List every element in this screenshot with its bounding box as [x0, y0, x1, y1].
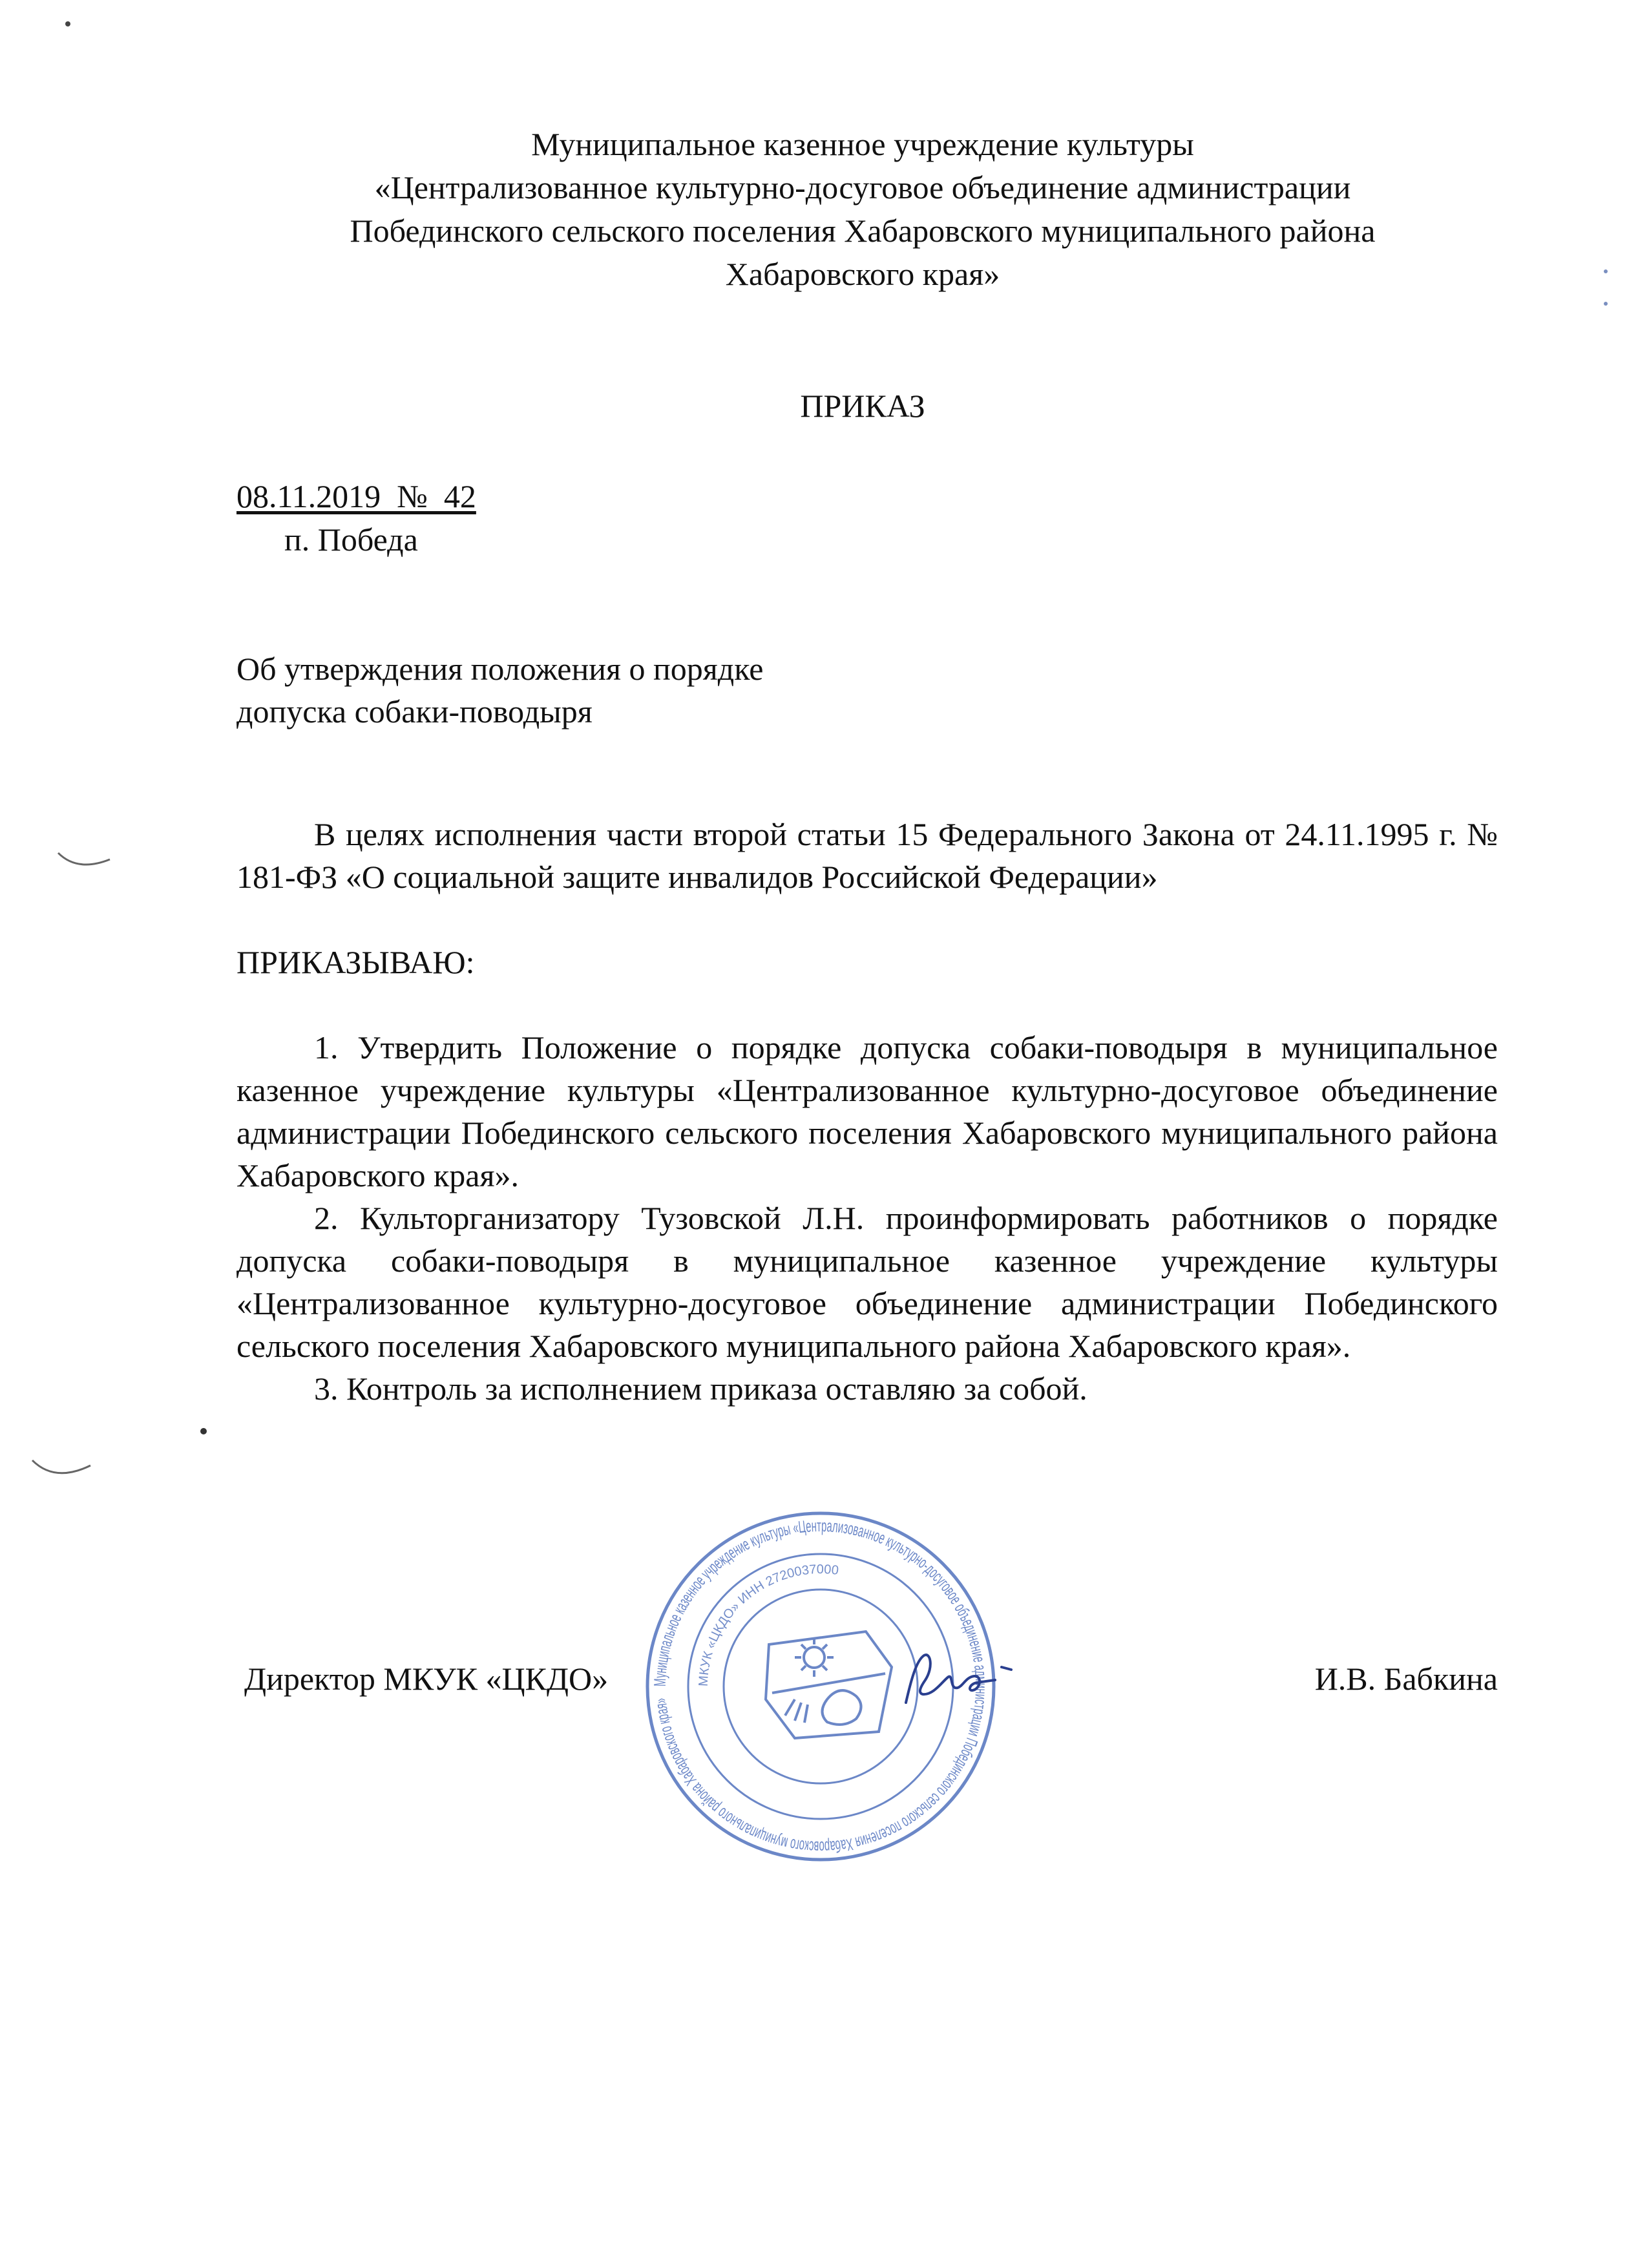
stamp-emblem-icon — [766, 1632, 892, 1738]
subject-line-2: допуска собаки-поводыря — [236, 693, 593, 730]
header-line-3: Побединского сельского поселения Хабаровского муниципального района — [350, 213, 1376, 249]
scan-mark — [1596, 265, 1615, 317]
order-subject — [236, 647, 763, 733]
header-line-4: Хабаровского края» — [725, 256, 1000, 292]
subject-line-1: Об утверждения положения о порядке — [236, 651, 764, 687]
scan-mark — [52, 840, 116, 879]
preamble — [236, 813, 1498, 898]
header-line-1: Муниципальное казенное учреждение культуры — [531, 126, 1194, 162]
stamp-outer-text: Муниципальное казенное учреждение культуры «Централизованное культурно-досуговое объединение администрации Побединского сельского поселения Хабаровского муниципального района Хабаровского края» — [649, 1515, 992, 1858]
handwritten-signature — [898, 1641, 1027, 1719]
document-type: ПРИКАЗ — [800, 388, 925, 424]
scan-mark — [194, 1422, 213, 1441]
order-items — [236, 1026, 1498, 1410]
scan-mark — [58, 14, 78, 34]
scan-mark — [26, 1447, 97, 1486]
signatory-name: И.В. Бабкина — [1314, 1661, 1498, 1697]
date-and-number: 08.11.2019 № 42 — [236, 478, 476, 514]
header-line-2: «Централизованное культурно-досуговое объединение администрации — [374, 169, 1351, 205]
preamble-paragraph: В целях исполнения части второй статьи 15 Федерального Закона от 24.11.1995 г. № 181-ФЗ «О социальной защите инвалидов Российской Федерации» — [236, 816, 1498, 895]
order-item-3: 3. Контроль за исполнением приказа оставляю за собой. — [314, 1370, 1087, 1407]
signatory-role: Директор МКУК «ЦКДО» — [244, 1661, 609, 1697]
order-keyword: ПРИКАЗЫВАЮ: — [236, 944, 475, 980]
stamp-inner-text: МКУК «ЦКДО» ИНН 2720037000 — [696, 1562, 840, 1687]
order-item-2: 2. Культорганизатору Тузовской Л.Н. проинформировать работников о порядке допуска собаки-поводыря в муниципальное казенное учреждение культуры «Централизованное культурно-досуговое объединение администрации Побединского сельского поселения Хабаровского муниципального района Хабаровского края». — [236, 1200, 1498, 1364]
organization-header — [233, 123, 1493, 296]
place-of-issue: п. Победа — [284, 521, 418, 558]
order-item-1: 1. Утвердить Положение о порядке допуска собаки-поводыря в муниципальное казенное учреждение культуры «Централизованное культурно-досуговое объединение администрации Побединского сельского поселения Хабаровского муниципального района Хабаровского края». — [236, 1029, 1498, 1193]
